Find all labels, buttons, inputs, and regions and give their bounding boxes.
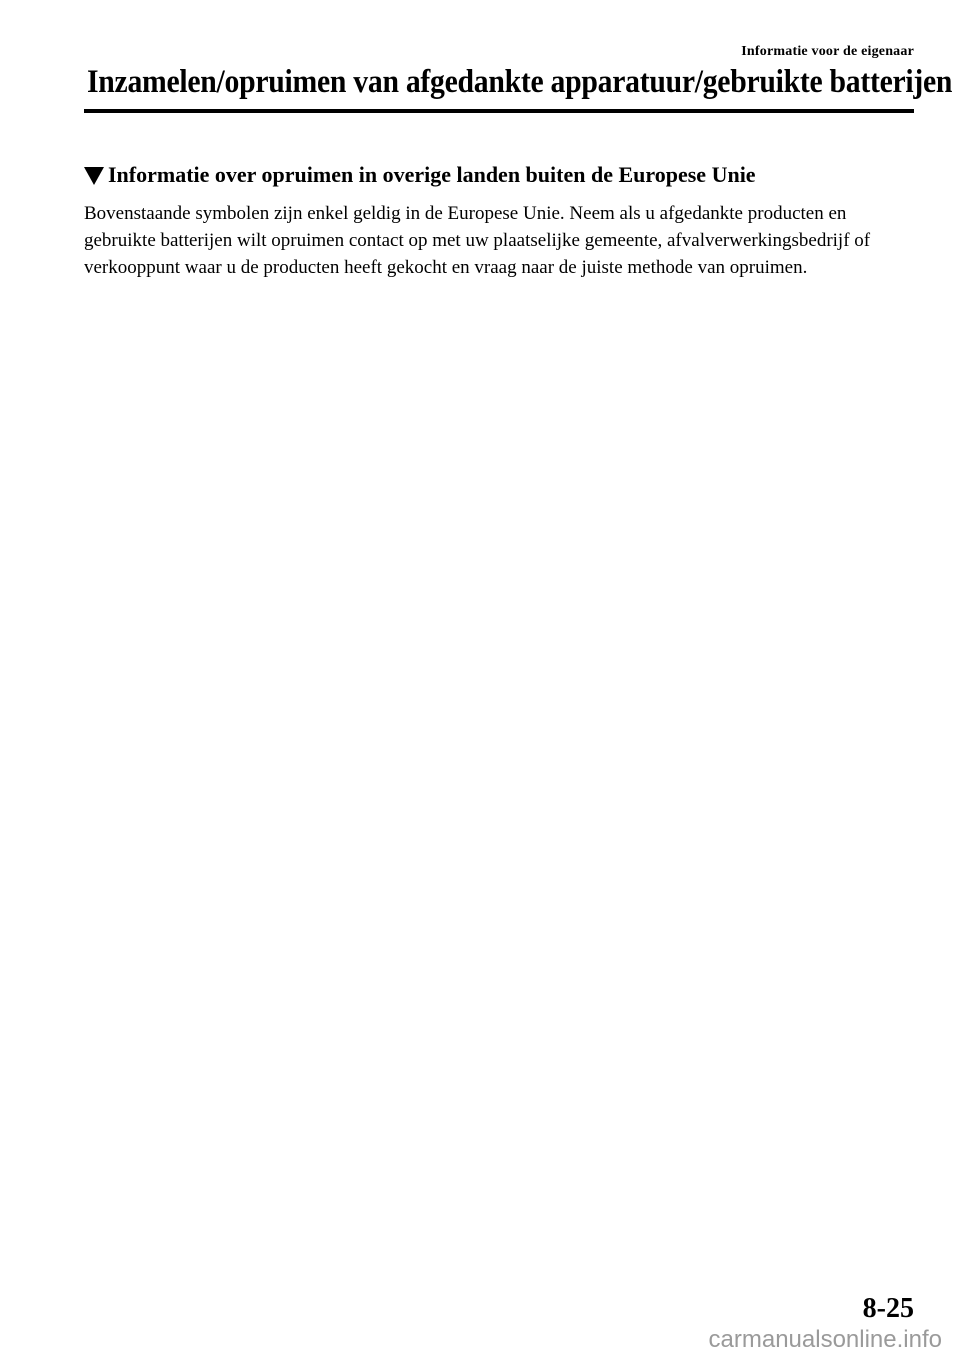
triangle-down-icon bbox=[84, 167, 104, 185]
section-body-text: Bovenstaande symbolen zijn enkel geldig in de Europese Unie. Neem als u afgedankte producten en gebruikte batterijen wilt opruimen contact op met uw plaatselijke gemeente, afvalverwerkingsbedrijf of verkooppunt waar u de producten heeft gekocht en vraag naar de juiste methode van opruimen. bbox=[84, 203, 871, 278]
header-divider bbox=[84, 109, 914, 113]
section-heading-text: Informatie over opruimen in overige landen buiten de Europese Unie bbox=[108, 162, 756, 187]
page-title: Inzamelen/opruimen van afgedankte apparatuur/gebruikte batterijen bbox=[87, 64, 953, 100]
page-number: 8-25 bbox=[862, 1293, 914, 1324]
disposal-section bbox=[84, 160, 914, 281]
section-heading bbox=[84, 160, 914, 190]
chapter-label: Informatie voor de eigenaar bbox=[741, 44, 914, 59]
watermark: carmanualsonline.info bbox=[708, 1326, 942, 1353]
